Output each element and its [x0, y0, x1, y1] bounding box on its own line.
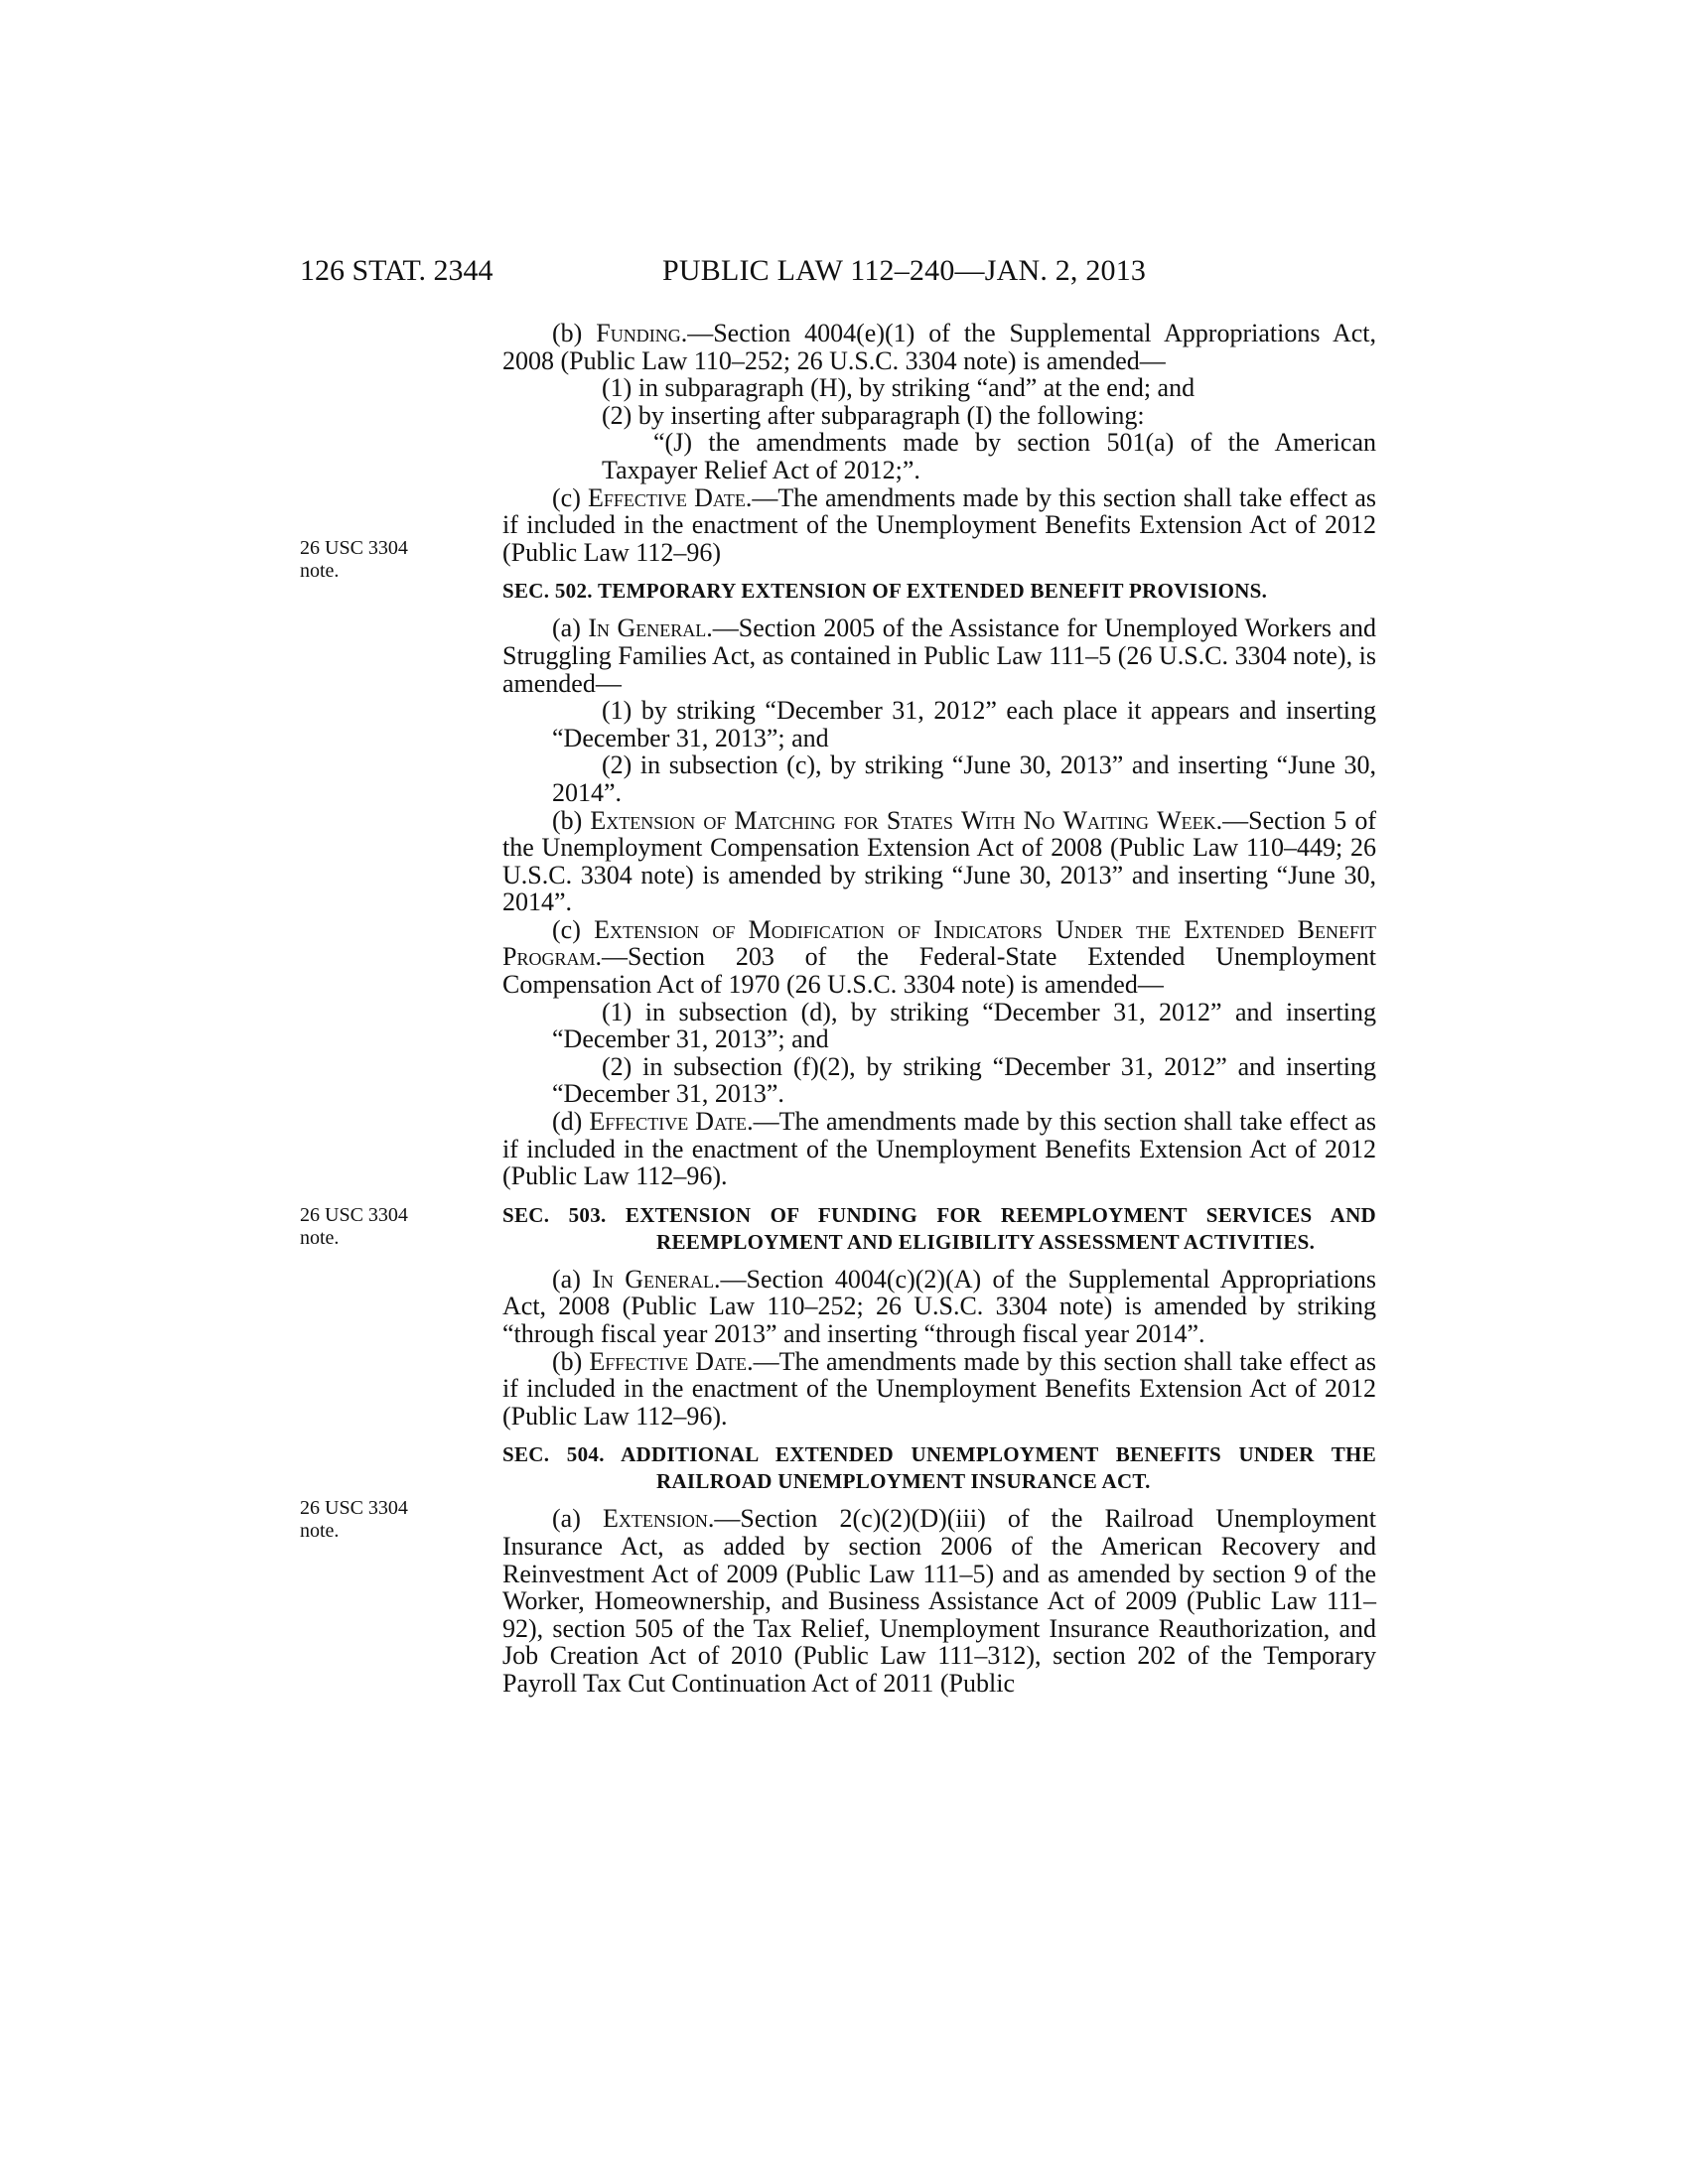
paragraph-502-c: (c) Extension of Modification of Indicators Under the Extended Benefit Program.—Section 203 of the Federal-State Extended Unemployment Compensation Act of 1970 (26 U.S.C. 3304 note) is amended—	[502, 914, 1376, 1000]
margin-note	[300, 1204, 449, 1250]
margin-note-line2: note.	[300, 1520, 340, 1542]
section-502-heading: SEC. 502. TEMPORARY EXTENSION OF EXTENDED BENEFIT PROVISIONS.	[502, 579, 1268, 604]
paragraph-502-c2: (2) in subsection (f)(2), by striking “December 31, 2012” and inserting “December 31, 2013”.	[552, 1051, 1376, 1109]
margin-note	[300, 537, 449, 583]
paragraph-502-a: (a) In General.—Section 2005 of the Assistance for Unemployed Workers and Struggling Families Act, as contained in Public Law 111–5 (26 U.S.C. 3304 note), is amended—	[502, 614, 1377, 698]
paragraph-502-c1: (1) in subsection (d), by striking “December 31, 2012” and inserting “December 31, 2013”; and	[552, 997, 1376, 1054]
margin-note-line1: 26 USC 3304	[300, 537, 408, 559]
paragraph-503-a: (a) In General.—Section 4004(c)(2)(A) of the Supplemental Appropriations Act, 2008 (Public Law 110–252; 26 U.S.C. 3304 note) is amended by striking “through fiscal year 2013” and inserting “through fiscal year 2014”.	[502, 1264, 1377, 1348]
margin-note-line1: 26 USC 3304	[300, 1204, 408, 1226]
paragraph-502-d-effective-date: (d) Effective Date.—The amendments made by this section shall take effect as if included in the enactment of the Unemployment Benefits Extension Act of 2012 (Public Law 112–96).	[502, 1107, 1376, 1191]
page-reference: 126 STAT. 2344	[300, 254, 493, 287]
section-504-heading: SEC. 504. ADDITIONAL EXTENDED UNEMPLOYMENT BENEFITS UNDER THE RAILROAD UNEMPLOYMENT INSURANCE ACT.	[502, 1442, 1376, 1494]
paragraph-c-effective-date: (c) Effective Date.—The amendments made by this section shall take effect as if included in the enactment of the Unemployment Benefits Extension Act of 2012 (Public Law 112–96)	[502, 482, 1376, 567]
paragraph-502-a2: (2) in subsection (c), by striking “June 30, 2013” and inserting “June 30, 2014”.	[552, 751, 1376, 807]
running-head: PUBLIC LAW 112–240—JAN. 2, 2013	[662, 254, 1147, 287]
paragraph-bJ: “(J) the amendments made by section 501(a) of the American Taxpayer Relief Act of 2012;”.	[602, 428, 1376, 484]
paragraph-502-a1: (1) by striking “December 31, 2012” each place it appears and inserting “December 31, 2013”; and	[552, 696, 1376, 752]
paragraph-b-funding: (b) Funding.—Section 4004(e)(1) of the Supplemental Appropriations Act, 2008 (Public Law 110–252; 26 U.S.C. 3304 note) is amended—	[502, 319, 1376, 375]
paragraph-b2: (2) by inserting after subparagraph (I) the following:	[602, 400, 1145, 430]
paragraph-504-a: (a) Extension.—Section 2(c)(2)(D)(iii) of the Railroad Unemployment Insurance Act, as added by section 2006 of the American Recovery and Reinvestment Act of 2009 (Public Law 111–5) and as amended by section 9 of the Worker, Homeownership, and Business Assistance Act of 2009 (Public Law 111–92), section 505 of the Tax Relief, Unemployment Insurance Reauthorization, and Job Creation Act of 2010 (Public Law 111–312), section 202 of the Temporary Payroll Tax Cut Continuation Act of 2011 (Public	[502, 1504, 1376, 1698]
paragraph-502-b: (b) Extension of Matching for States With No Waiting Week.—Section 5 of the Unemployment Compensation Extension Act of 2008 (Public Law 110–449; 26 U.S.C. 3304 note) is amended by striking “June 30, 2013” and inserting “June 30, 2014”.	[502, 805, 1376, 917]
margin-note-line1: 26 USC 3304	[300, 1497, 408, 1519]
section-503-heading: SEC. 503. EXTENSION OF FUNDING FOR REEMPLOYMENT SERVICES AND REEMPLOYMENT AND ELIGIBILITY ASSESSMENT ACTIVITIES.	[502, 1202, 1376, 1254]
statute-body	[502, 320, 1376, 1698]
paragraph-b1: (1) in subparagraph (H), by striking “and” at the end; and	[602, 373, 1196, 403]
paragraph-503-b-effective-date: (b) Effective Date.—The amendments made by this section shall take effect as if included in the enactment of the Unemployment Benefits Extension Act of 2012 (Public Law 112–96).	[502, 1346, 1376, 1431]
margin-note	[300, 1497, 449, 1543]
margin-note-line2: note.	[300, 1227, 340, 1249]
margin-note-line2: note.	[300, 560, 340, 582]
